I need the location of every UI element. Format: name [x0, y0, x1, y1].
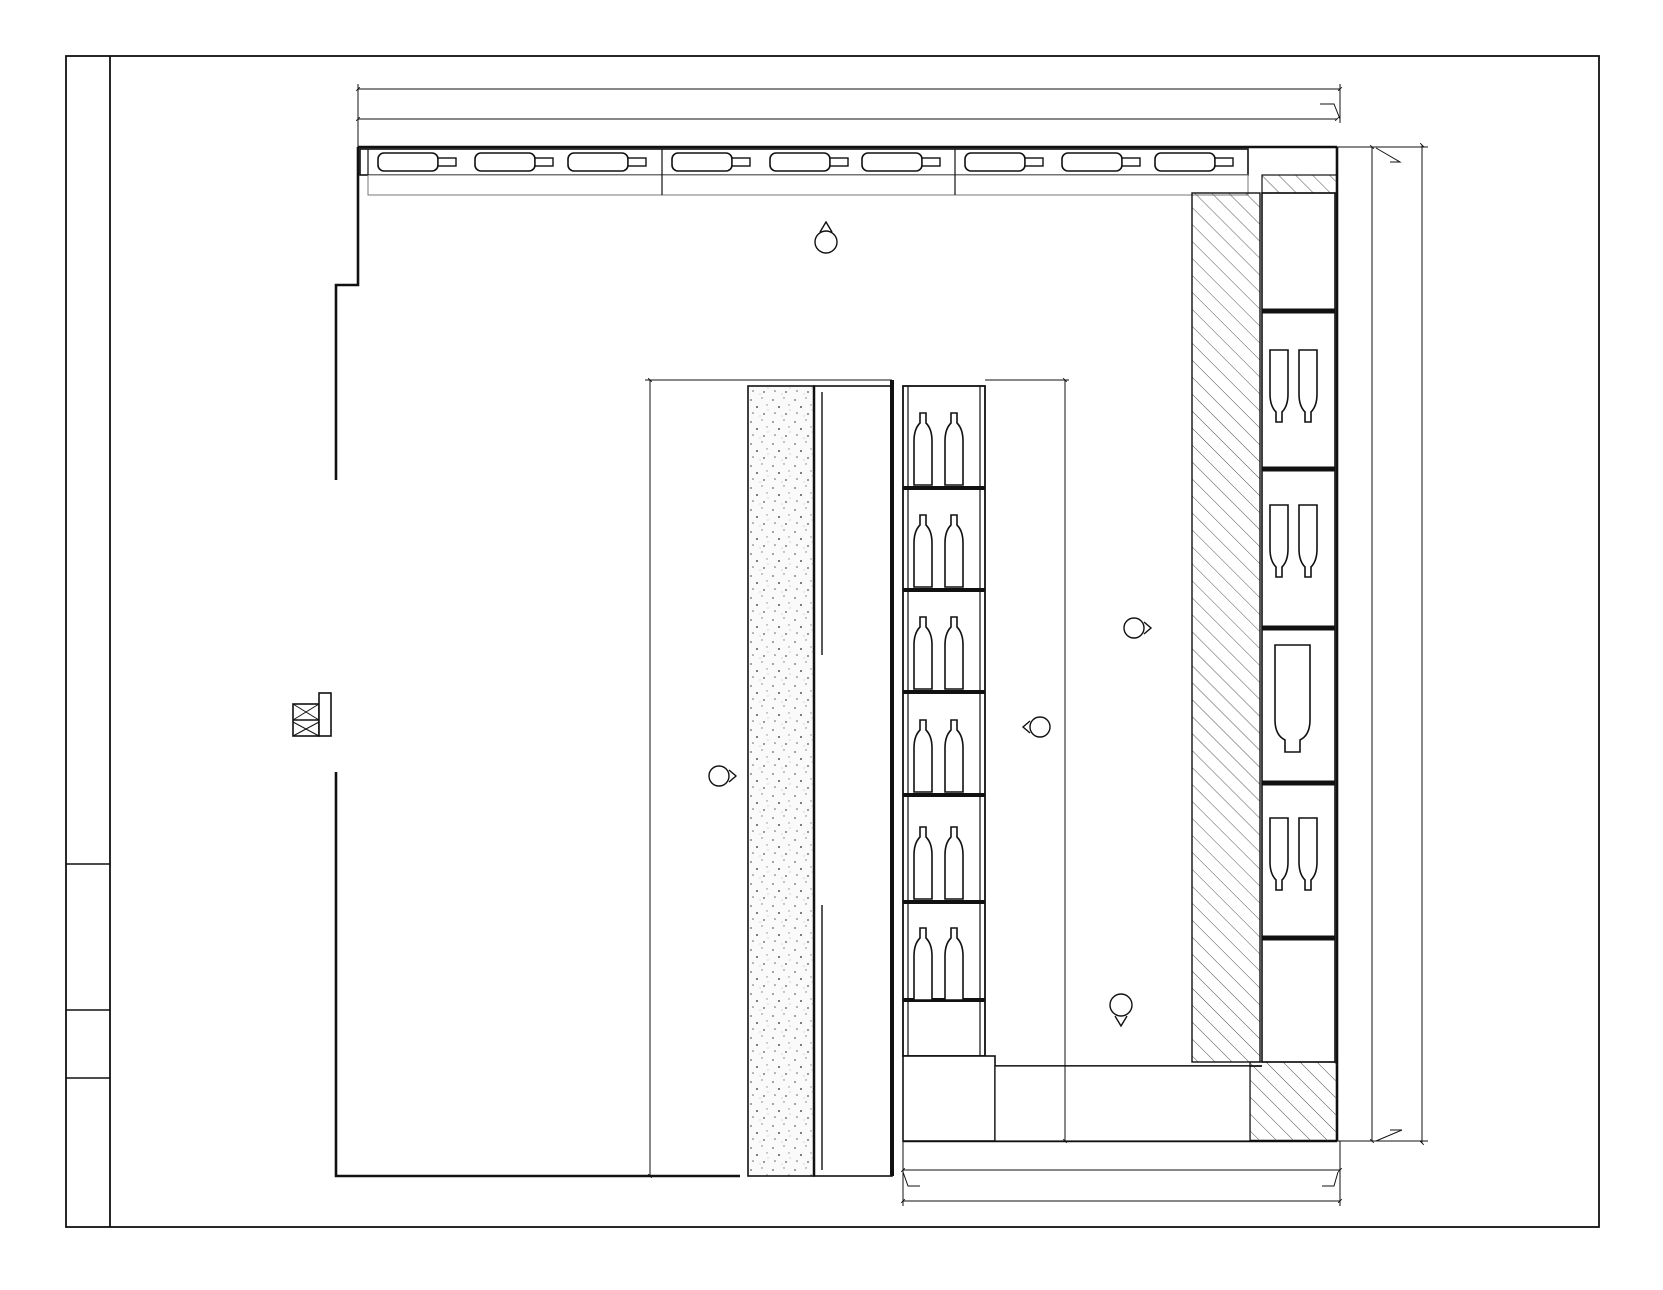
bottom-rack — [903, 1056, 1262, 1141]
left-speckled-wall — [748, 386, 814, 1176]
elevation-marker-2[interactable] — [815, 222, 837, 253]
center-rack-column — [903, 386, 985, 1056]
right-hatched-column — [1192, 175, 1337, 1141]
elevation-marker-1[interactable] — [709, 766, 736, 786]
elevation-marker-5[interactable] — [1023, 717, 1050, 737]
top-wall-rack — [360, 149, 1248, 195]
elevation-marker-3[interactable] — [1124, 618, 1151, 638]
elevation-marker-4[interactable] — [1110, 994, 1132, 1026]
crown-legend — [292, 692, 356, 738]
right-wall-rack — [1262, 193, 1335, 1062]
crown-molding-icon — [292, 692, 334, 738]
left-ladder-rack — [814, 380, 892, 1176]
